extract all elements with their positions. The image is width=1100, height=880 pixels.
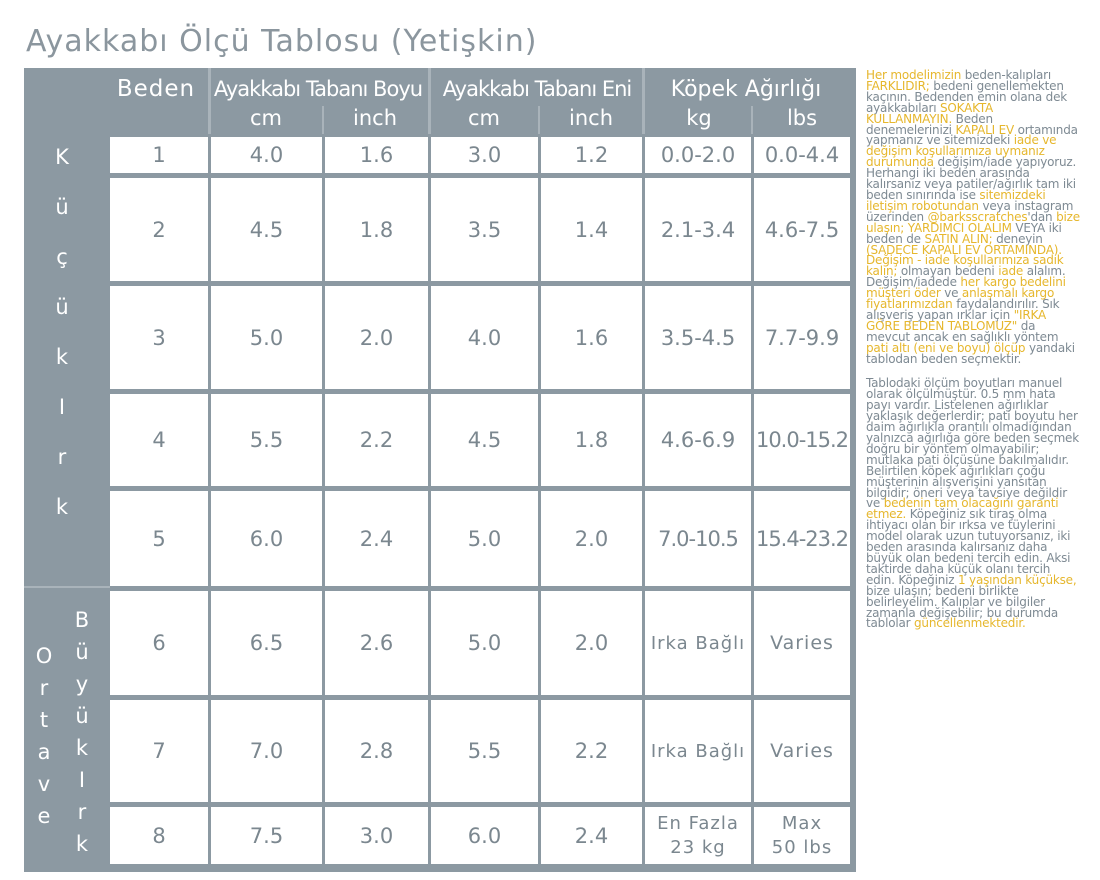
cell-en-cm: 4.0 — [467, 325, 502, 350]
notes-highlight: SATIN ALIN; — [924, 231, 993, 246]
notes-text: ve — [940, 286, 962, 301]
notes-text: VEYA iki beden de — [866, 220, 1062, 246]
notes-highlight: güncellenmektedir. — [914, 616, 1026, 631]
cell-lbs: 0.0-4.4 — [764, 143, 840, 167]
section-label-kucuk-irk: K ü ç ü k I r k — [55, 145, 69, 519]
notes-highlight: KAPALI EV — [955, 122, 1015, 137]
header-divider — [642, 68, 645, 134]
cell-en-inch: 1.8 — [574, 428, 609, 452]
notes-text: Köpeğiniz sık tıraş olma ihtiyacı olan bir ırksa ve tüylerini model olarak uzun tutuyorsanız, iki beden arasında kalırsanız daha büyük olan bedeni tercih edin. Aksi taktirde daha küçük olanı tercih edin. Köpeğiniz — [866, 507, 1071, 587]
header-divider — [428, 68, 431, 134]
notes-text: yandaki tablodan beden seçmektir. — [866, 340, 1075, 366]
notes-highlight: bize ulaşın; YARDIMCI OLALIM — [866, 209, 1080, 235]
cell-lbs-line2: 50 lbs — [771, 836, 833, 858]
cell-boy-cm: 4.0 — [249, 143, 284, 167]
header-kopek-agirligi: Köpek Ağırlığı — [670, 76, 822, 102]
cell-beden: 7 — [152, 739, 166, 763]
notes-highlight: bedenin tam olacağını garanti etmez. — [866, 496, 1059, 522]
cell-en-inch: 1.4 — [574, 217, 609, 242]
cell-boy-cm: 7.5 — [249, 823, 284, 848]
cell-kg: 7.0-10.5 — [658, 526, 738, 551]
notes-highlight: @barksscratches — [927, 209, 1028, 224]
cell-boy-inch: 2.2 — [359, 428, 394, 452]
cell-kg-line1: En Fazla — [657, 812, 739, 834]
cell-kg: Irka Bağlı — [650, 632, 746, 654]
cell-lbs — [754, 807, 850, 864]
cell-en-cm: 5.5 — [467, 739, 502, 763]
cell-en-inch: 2.4 — [574, 823, 609, 848]
cell-boy-inch: 3.0 — [359, 823, 394, 848]
cell-en-inch: 2.0 — [574, 631, 609, 655]
notes-text: bedeni genellemekten kaçının. Bedenden emin olana dek ayakkabıları — [866, 78, 1068, 115]
notes-highlight: "IRKA GÖRE BEDEN TABLOMUZ" — [866, 307, 1046, 333]
cell-kg: 0.0-2.0 — [660, 143, 736, 167]
cell-en-inch: 1.2 — [574, 143, 609, 167]
notes-highlight: sitemizdeki iletişim robotundan — [866, 187, 1046, 213]
notes-highlight: 1 yaşından küçükse, — [958, 572, 1077, 587]
notes-text: 'dan — [1027, 209, 1057, 224]
notes-highlight: her kargo bedelini müşteri öder — [866, 275, 1066, 301]
cell-boy-cm: 7.0 — [249, 739, 284, 763]
cell-en-cm: 3.5 — [467, 217, 502, 242]
notes-text: beden-kalıpları — [961, 68, 1052, 82]
notes-text: deneyin — [992, 231, 1043, 246]
cell-boy-cm: 5.0 — [249, 325, 284, 350]
notes-text: bize ulaşın; bedeni birlikte belirleyelim. Kalıplar ve bilgiler zamanla değişebilir; bu durumda tablolar — [866, 583, 1059, 631]
notes-highlight: pati altı (eni ve boyu) ölçüp — [866, 340, 1026, 355]
cell-boy-cm: 4.5 — [249, 217, 284, 242]
cell-beden: 6 — [152, 631, 166, 655]
header-taban-boyu: Ayakkabı Tabanı Boyu — [213, 77, 423, 101]
cell-boy-cm: 6.0 — [249, 526, 284, 551]
cell-en-inch: 2.2 — [574, 739, 609, 763]
cell-en-inch: 2.0 — [574, 526, 609, 551]
unit-en-cm: cm — [467, 106, 500, 130]
unit-lbs: lbs — [786, 106, 818, 130]
notes-text: ortamında yapmanız ve sitemizdeki — [866, 122, 1078, 148]
cell-kg: Irka Bağlı — [650, 740, 746, 762]
cell-beden: 4 — [152, 428, 166, 452]
cell-lbs: 10.0-15.2 — [755, 428, 849, 452]
notes-highlight: anlaşmalı kargo fiyatlarımızdan — [866, 286, 1055, 312]
cell-boy-inch: 1.8 — [359, 217, 394, 242]
section-divider — [24, 586, 110, 588]
notes-paragraph-2 — [866, 378, 1080, 629]
size-table — [24, 68, 856, 872]
cell-lbs: Varies — [770, 632, 834, 654]
page-title: Ayakkabı Ölçü Tablosu (Yetişkin) — [26, 24, 538, 59]
unit-boy-cm: cm — [249, 106, 282, 130]
cell-kg — [645, 807, 751, 864]
cell-beden: 1 — [152, 143, 166, 167]
notes-text: da mevcut ancak en sağlıklı yöntem — [866, 318, 1059, 344]
unit-en-inch: inch — [569, 106, 613, 130]
cell-boy-cm: 5.5 — [249, 428, 284, 452]
unit-kg: kg — [686, 106, 712, 130]
header-divider — [208, 68, 211, 134]
cell-beden: 5 — [152, 526, 166, 551]
cell-kg: 3.5-4.5 — [660, 325, 736, 350]
cell-lbs: 7.7-9.9 — [764, 325, 840, 350]
cell-lbs-line1: Max — [781, 812, 823, 834]
cell-en-cm: 6.0 — [467, 823, 502, 848]
header-taban-eni: Ayakkabı Tabanı Eni — [442, 77, 632, 101]
notes-highlight: iade ve değişim koşullarımıza uymanız durumunda — [866, 133, 1057, 170]
notes-highlight: Değişim - iade koşullarımıza sadık kalın; — [866, 253, 1064, 279]
cell-lbs: 15.4-23.2 — [755, 526, 849, 551]
notes-text: faydalandırılır. Sık alışveriş yapan ırklar için — [866, 297, 1060, 322]
cell-kg: 2.1-3.4 — [660, 217, 736, 242]
notes-highlight: iade — [998, 264, 1024, 279]
notes-text: olmayan bedeni — [897, 264, 999, 279]
cell-kg-line2: 23 kg — [670, 836, 726, 858]
size-notes — [866, 70, 1080, 643]
cell-boy-inch: 2.6 — [359, 631, 394, 655]
notes-text: Beden denemelerinizi — [866, 111, 993, 137]
cell-boy-inch: 1.6 — [359, 143, 394, 167]
cell-kg: 4.6-6.9 — [660, 428, 736, 452]
cell-beden: 2 — [152, 217, 166, 242]
notes-text: veya instagram üzerinden — [866, 198, 1074, 224]
cell-boy-cm: 6.5 — [249, 631, 284, 655]
cell-en-cm: 3.0 — [467, 143, 502, 167]
notes-text: alalım. Değişim/iadede — [866, 264, 1066, 290]
cell-boy-inch: 2.4 — [359, 526, 394, 551]
unit-boy-inch: inch — [353, 106, 397, 130]
notes-text: değişim/iade yapıyoruz. Herhangi iki beden arasında kalırsanız veya patiler/ağırlık tam iki beden sınırında ise — [866, 155, 1077, 202]
cell-lbs: Varies — [770, 740, 834, 762]
notes-paragraph-1 — [866, 70, 1080, 364]
cell-lbs: 4.6-7.5 — [764, 217, 840, 242]
cell-boy-inch: 2.0 — [359, 325, 394, 350]
cell-boy-inch: 2.8 — [359, 739, 394, 763]
notes-highlight: Her modelimizin — [866, 68, 962, 82]
notes-highlight: FARKLIDIR; — [866, 78, 930, 93]
cell-beden: 3 — [152, 325, 166, 350]
notes-highlight: SOKAKTA KULLANMAYIN. — [866, 100, 994, 126]
section-label-buyuk-irk: B ü y ü k I r k — [74, 608, 90, 856]
header-divider — [322, 106, 324, 134]
header-divider — [751, 106, 753, 134]
cell-en-cm: 5.0 — [467, 526, 502, 551]
cell-beden: 8 — [152, 823, 166, 848]
header-divider — [538, 106, 540, 134]
cell-en-cm: 5.0 — [467, 631, 502, 655]
notes-highlight: (SADECE KAPALI EV ORTAMINDA). — [866, 242, 1062, 257]
section-label-orta: O r t a v e — [35, 644, 53, 828]
cell-en-cm: 4.5 — [467, 428, 502, 452]
header-beden: Beden — [116, 76, 196, 102]
cell-en-inch: 1.6 — [574, 325, 609, 350]
notes-text: Tablodaki ölçüm boyutları manuel olarak ölçülmüştür. 0.5 mm hata payı vardır. Listelenen ağırlıklar yaklaşık değerlerdir; pati boyutu her daim ağırlıkla orantılı olmadığından yalnızca ağırlığa göre beden seçmek doğru bir yöntem olmayabilir; mutlaka pati ölçüsüne bakılmalıdır. Belirtilen köpek ağırlıkları çoğu müşterinin alışverişini yansıtan bilgidir; öneri veya tavsiye değildir ve — [866, 376, 1079, 511]
